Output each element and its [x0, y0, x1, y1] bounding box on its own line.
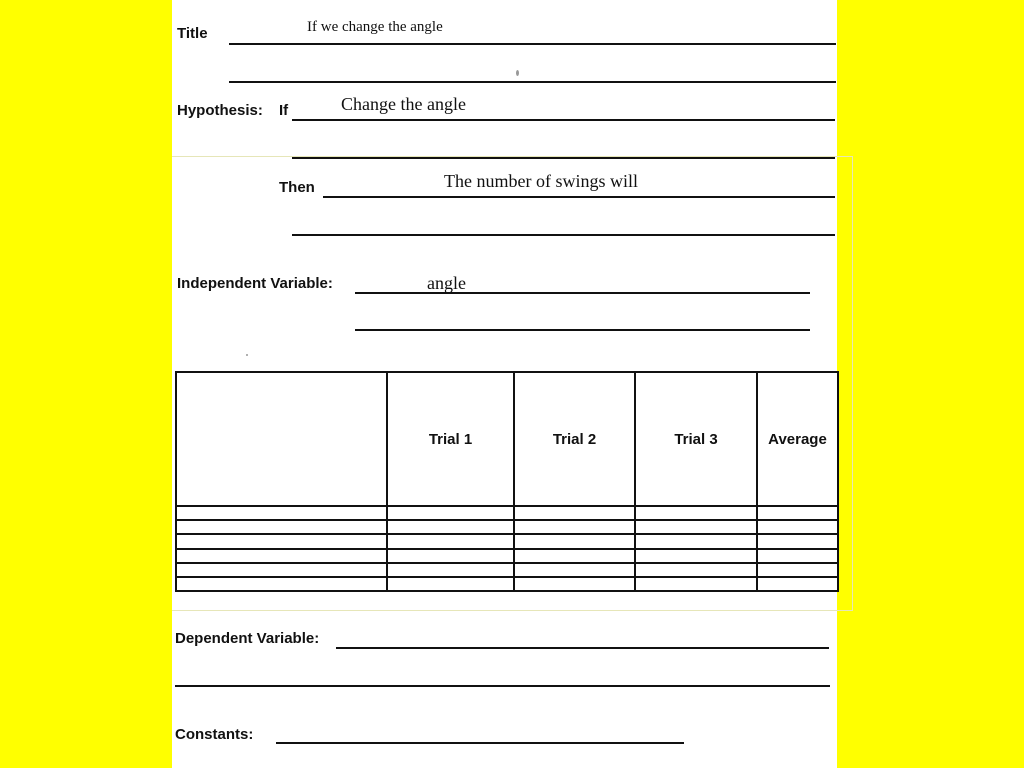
table-cell[interactable] — [387, 563, 514, 577]
table-cell[interactable] — [635, 563, 757, 577]
table-cell[interactable] — [176, 520, 387, 534]
table-cell[interactable] — [757, 520, 838, 534]
table-cell[interactable] — [757, 534, 838, 548]
table-cell[interactable] — [387, 506, 514, 520]
table-header-average: Average — [757, 372, 838, 506]
table-cell[interactable] — [635, 520, 757, 534]
if-label: If — [279, 102, 289, 119]
table-cell[interactable] — [514, 549, 635, 563]
independent-line-1 — [355, 292, 810, 294]
if-answer[interactable]: Change the angle — [341, 94, 466, 114]
constants-line — [276, 742, 684, 744]
table-row — [176, 577, 838, 591]
hypothesis-label: Hypothesis: — [177, 102, 263, 119]
then-line-2 — [292, 234, 835, 236]
table-cell[interactable] — [757, 577, 838, 591]
independent-answer[interactable]: angle — [427, 273, 466, 293]
table-cell[interactable] — [387, 549, 514, 563]
table-cell[interactable] — [635, 577, 757, 591]
then-label: Then — [279, 179, 315, 196]
dependent-line-2 — [175, 685, 830, 687]
title-line-2 — [229, 81, 836, 83]
if-line-2 — [292, 157, 835, 159]
constants-label: Constants: — [175, 726, 254, 743]
table-cell[interactable] — [514, 577, 635, 591]
table-row — [176, 520, 838, 534]
table-cell[interactable] — [635, 534, 757, 548]
table-header-trial-1: Trial 1 — [387, 372, 514, 506]
table-cell[interactable] — [635, 549, 757, 563]
independent-line-2 — [355, 329, 810, 331]
table-cell[interactable] — [176, 534, 387, 548]
table-cell[interactable] — [514, 506, 635, 520]
table-cell[interactable] — [176, 563, 387, 577]
table-cell[interactable] — [176, 577, 387, 591]
table-row — [176, 563, 838, 577]
title-line-1 — [229, 43, 836, 45]
dependent-line-1 — [336, 647, 829, 649]
table-cell[interactable] — [514, 520, 635, 534]
then-answer[interactable]: The number of swings will — [444, 171, 638, 191]
table-header-trial-3: Trial 3 — [635, 372, 757, 506]
table-cell[interactable] — [176, 549, 387, 563]
title-label: Title — [177, 25, 208, 42]
table-cell[interactable] — [757, 549, 838, 563]
table-cell[interactable] — [387, 534, 514, 548]
scan-speck — [246, 354, 248, 356]
table-cell[interactable] — [514, 563, 635, 577]
dependent-variable-label: Dependent Variable: — [175, 630, 320, 647]
table-header-trial-2: Trial 2 — [514, 372, 635, 506]
table-row — [176, 534, 838, 548]
table-cell[interactable] — [635, 506, 757, 520]
table-cell[interactable] — [387, 520, 514, 534]
scan-speck — [516, 70, 519, 76]
table-header-row — [176, 372, 838, 506]
table-cell[interactable] — [514, 534, 635, 548]
table-header-blank — [176, 372, 387, 506]
then-line-1 — [323, 196, 835, 198]
table-row — [176, 506, 838, 520]
table-cell[interactable] — [757, 506, 838, 520]
table-row — [176, 549, 838, 563]
if-line-1 — [292, 119, 835, 121]
table-cell[interactable] — [176, 506, 387, 520]
table-cell[interactable] — [387, 577, 514, 591]
independent-variable-label: Independent Variable: — [177, 275, 333, 292]
table-cell[interactable] — [757, 563, 838, 577]
title-answer[interactable]: If we change the angle — [307, 19, 443, 35]
trials-table — [175, 371, 839, 592]
